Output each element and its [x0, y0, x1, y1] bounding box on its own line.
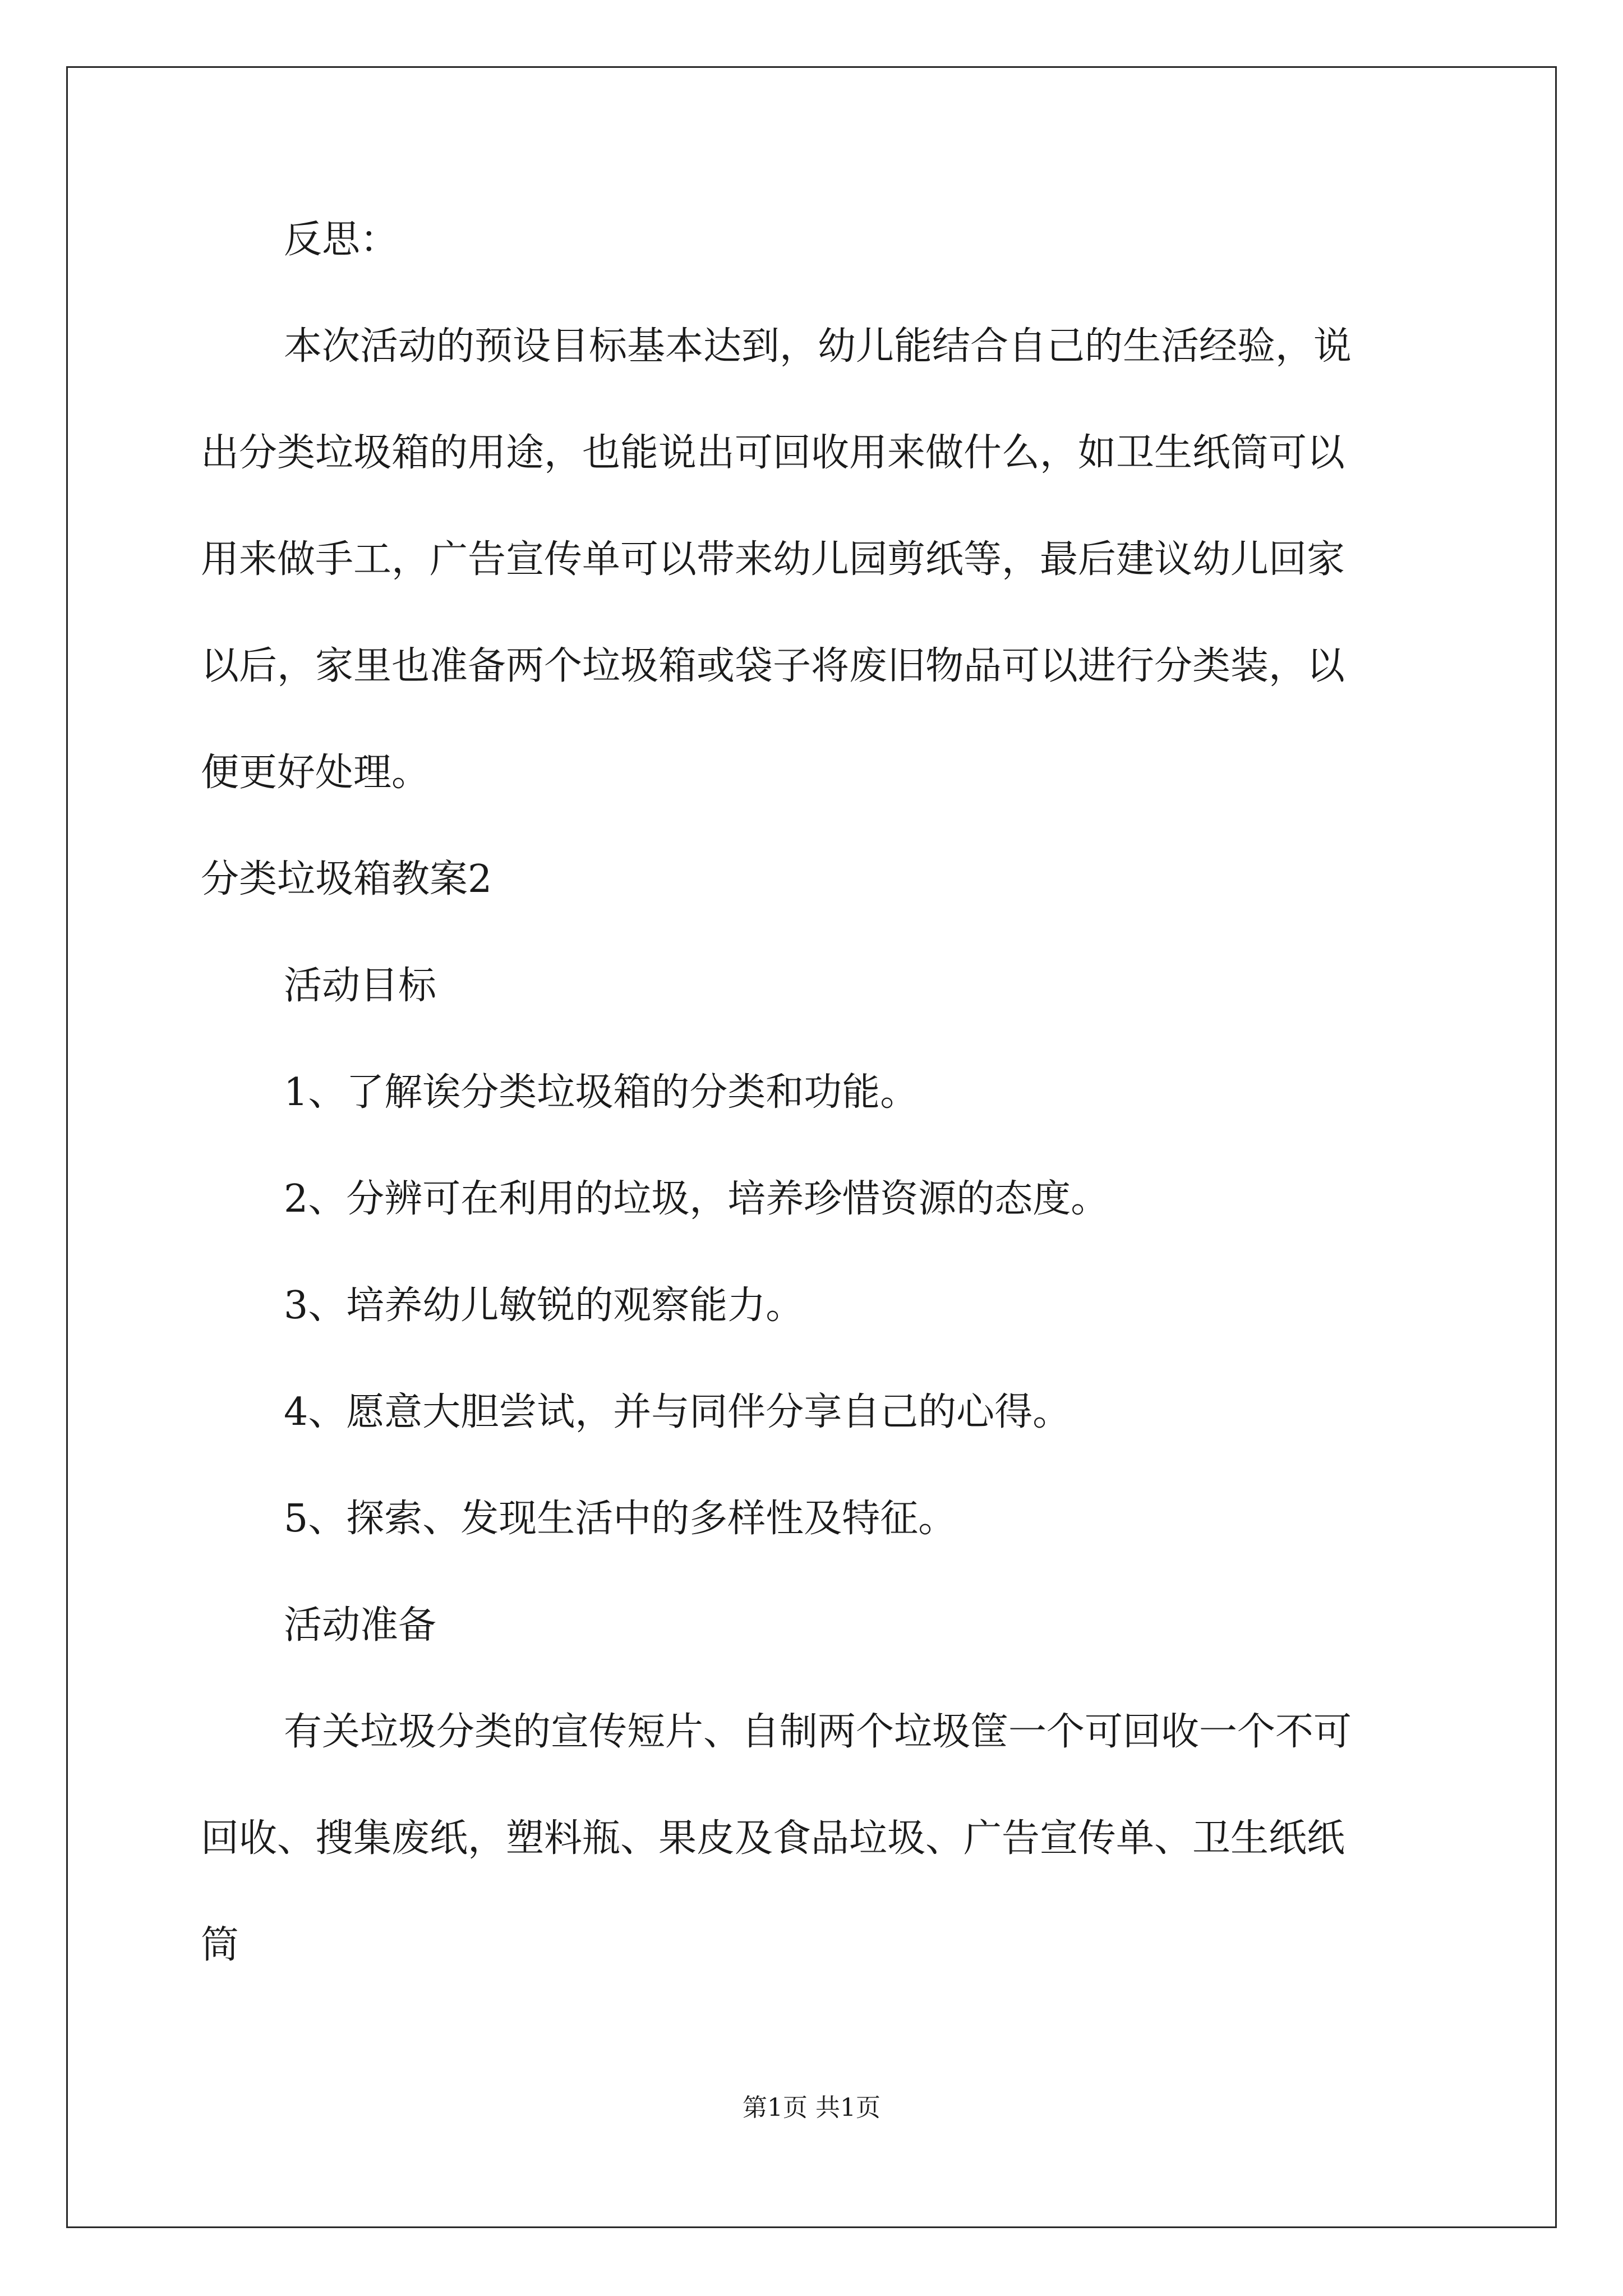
- paragraph-line: 筒: [201, 1923, 239, 1967]
- goal-item: 4、愿意大胆尝试，并与同伴分享自己的心得。: [284, 1390, 1071, 1434]
- section-title: 分类垃圾箱教案2: [201, 857, 492, 901]
- paragraph-line: 出分类垃圾箱的用途，也能说出可回收用来做什么，如卫生纸筒可以: [201, 431, 1345, 475]
- subheading-preparation: 活动准备: [284, 1603, 437, 1648]
- paragraph-line: 以后，家里也准备两个垃圾箱或袋子将废旧物品可以进行分类装，以: [201, 644, 1345, 688]
- paragraph-line: 本次活动的预设目标基本达到，幼儿能结合自己的生活经验，说: [284, 324, 1352, 369]
- page-footer: 第1页 共1页: [743, 2093, 880, 2122]
- subheading-goals: 活动目标: [284, 964, 437, 1008]
- goal-item: 3、培养幼儿敏锐的观察能力。: [284, 1283, 804, 1328]
- reflection-heading: 反思：: [284, 218, 399, 262]
- page-border: [66, 66, 1557, 2228]
- paragraph-line: 回收、搜集废纸，塑料瓶、果皮及食品垃圾、广告宣传单、卫生纸纸: [201, 1816, 1345, 1861]
- goal-item: 2、分辨可在利用的垃圾，培养珍惜资源的态度。: [284, 1177, 1109, 1221]
- goal-item: 1、了解诶分类垃圾箱的分类和功能。: [284, 1070, 919, 1115]
- paragraph-line: 有关垃圾分类的宣传短片、自制两个垃圾筐一个可回收一个不可: [284, 1710, 1352, 1754]
- paragraph-line: 用来做手工，广告宣传单可以带来幼儿园剪纸等，最后建议幼儿回家: [201, 537, 1345, 582]
- goal-item: 5、探索、发现生活中的多样性及特征。: [284, 1497, 957, 1541]
- paragraph-line: 便更好处理。: [201, 751, 430, 795]
